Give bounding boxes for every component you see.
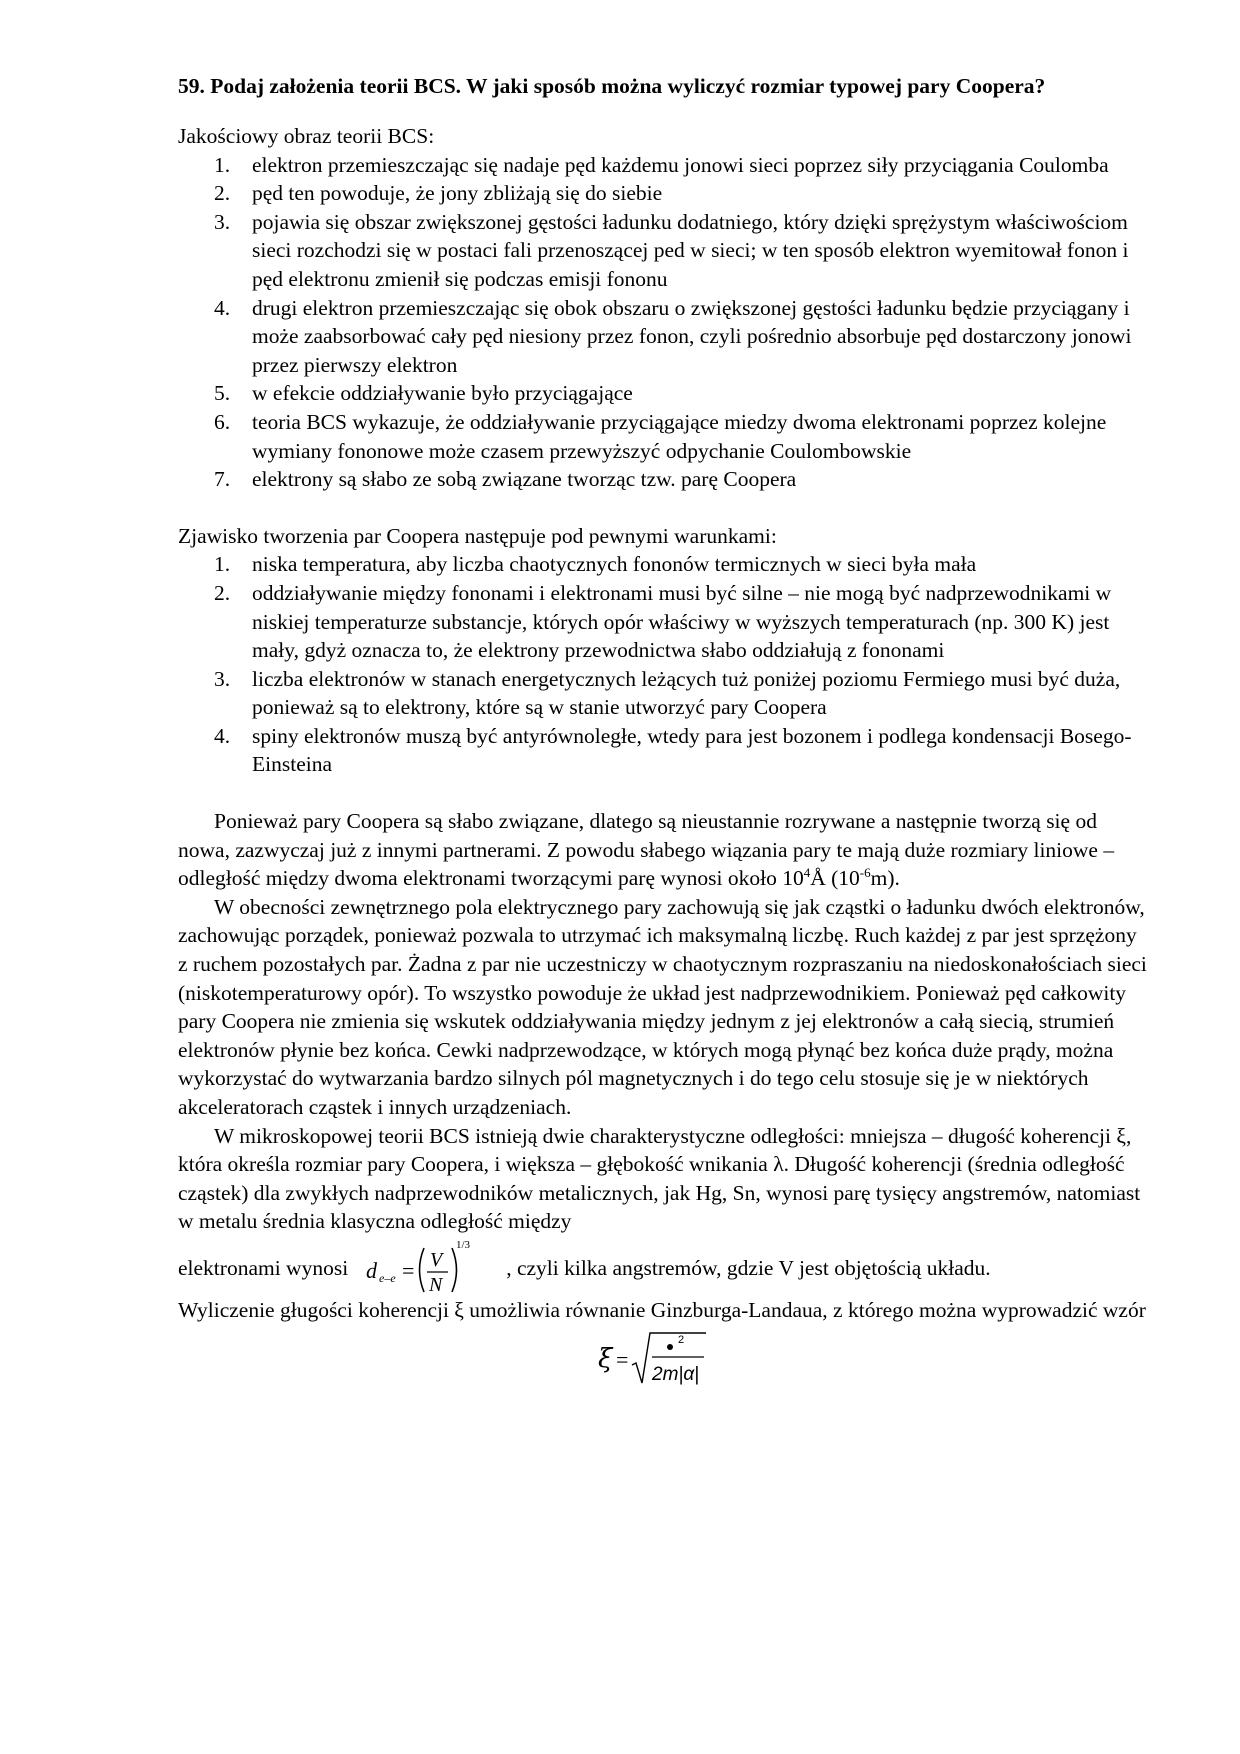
list-item bbox=[178, 722, 1150, 779]
list-item bbox=[178, 179, 1150, 208]
paragraph-pair-size bbox=[178, 807, 1150, 893]
list-item bbox=[178, 151, 1150, 180]
section2-intro: Zjawisko tworzenia par Coopera następuje pod pewnymi warunkami: bbox=[178, 523, 777, 548]
paragraph-coherence-length: W mikroskopowej teorii BCS istnieją dwie charakterystyczne odległości: mniejsza – długość koherencji ξ, która określa rozmiar pary Coopera, i większa – głębokość wnikania λ. Długość koherencji (średnia odległość cząstek) dla zwykłych nadprzewodników metalicznych, jak Hg, Sn, wynosi parę tysięcy angstremów, natomiast w metalu średnia klasyczna odległość między bbox=[178, 1123, 1141, 1234]
list-item-text: elektrony są słabo ze sobą związane tworząc tzw. parę Coopera bbox=[252, 467, 797, 492]
list-number: 6. bbox=[214, 409, 231, 434]
list-number: 7. bbox=[214, 467, 231, 492]
list-item bbox=[178, 665, 1150, 722]
list-item bbox=[178, 579, 1150, 665]
list-item bbox=[178, 550, 1150, 579]
list-item-text: spiny elektronów muszą być antyrównoległe, wtedy para jest bozonem i podlega kondensacji Bosego-Einsteina bbox=[252, 723, 1132, 777]
spacer bbox=[178, 494, 1150, 522]
paragraph-ginzburg-landau: Wyliczenie gługości koherencji ξ umożliwia równanie Ginzburga-Landaua, z którego można wyprowadzić wzór bbox=[178, 1297, 1146, 1322]
paragraph-text: m). bbox=[870, 866, 900, 891]
formula-line-after: , czyli kilka angstremów, gdzie V jest objętością układu. bbox=[506, 1255, 991, 1280]
list-number: 2. bbox=[214, 181, 231, 206]
list-item-text: liczba elektronów w stanach energetycznych leżących tuż poniżej poziomu Fermiego musi być duża, ponieważ są to elektrony, które są w stanie utworzyć pary Coopera bbox=[252, 666, 1121, 720]
distance-formula-graphic bbox=[352, 1234, 504, 1300]
cooper-pair-conditions-list bbox=[178, 550, 1150, 779]
formula-denominator: N bbox=[429, 1274, 443, 1297]
list-item-text: w efekcie oddziaływanie było przyciągające bbox=[252, 381, 633, 406]
list-item bbox=[178, 379, 1150, 408]
numerator-dot bbox=[667, 1344, 673, 1350]
formula-equals: = bbox=[402, 1258, 415, 1284]
paragraph-electric-field: W obecności zewnętrznego pola elektrycznego pary zachowują się jak cząstki o ładunku dwóch elektronów, zachowując porządek, ponieważ pozwala to utrzymać ich maksymalną liczbę. Ruch każdej z par jest sprzężony z ruchem pozostałych par. Żadna z par nie uczestniczy w chaotycznym rozpraszaniu na niedoskonałościach sieci (niskotemperaturowy opór). To wszystko powoduje że układ jest nadprzewodnikiem. Ponieważ pęd całkowity pary Coopera nie zmienia się wskutek oddziaływania między jednym z jej elektronów a całą siecią, strumień elektronów płynie bez końca. Cewki nadprzewodzące, w których mogą płynąć bez końca duże prądy, można wykorzystać do wytwarzania bardzo silnych pól magnetycznych i do tego celu stosuje się je w niektórych akceleratorach cząstek i innych urządzeniach. bbox=[178, 894, 1147, 1119]
exponent: -6 bbox=[859, 865, 871, 881]
list-item-text: drugi elektron przemieszczając się obok obszaru o zwiększonej gęstości ładunku będzie przyciągany i może zaabsorbować cały pęd niesiony przez fonon, czyli pośrednio absorbuje pęd dostarczony jonowi przez pierwszy elektron bbox=[252, 295, 1132, 377]
formula-lhs: d bbox=[366, 1258, 378, 1284]
list-item-text: pęd ten powoduje, że jony zbliżają się do siebie bbox=[252, 181, 663, 206]
formula-line bbox=[178, 1240, 1150, 1296]
numerator-exponent: 2 bbox=[678, 1333, 685, 1346]
list-number: 3. bbox=[214, 209, 231, 234]
list-number: 4. bbox=[214, 723, 231, 748]
list-number: 1. bbox=[214, 152, 231, 177]
list-number: 4. bbox=[214, 295, 231, 320]
formula-subscript: e–e bbox=[379, 1271, 396, 1286]
formula-numerator: V bbox=[430, 1249, 443, 1272]
list-item bbox=[178, 465, 1150, 494]
list-number: 1. bbox=[214, 552, 231, 577]
list-item-text: oddziaływanie między fononami i elektronami musi być silne – nie mogą być nadprzewodnikami w niskiej temperaturze substancje, których opór właściwy w wyższych temperaturach (np. 300 K) jest mały, gdyż oznacza to, że elektrony przewodnictwa słabo oddziałują z fononami bbox=[252, 580, 1112, 663]
list-item bbox=[178, 294, 1150, 380]
xi-symbol: ξ bbox=[598, 1343, 613, 1374]
bcs-assumptions-list bbox=[178, 151, 1150, 494]
document-page bbox=[178, 72, 1150, 1395]
list-item bbox=[178, 408, 1150, 465]
paragraph-text: Ponieważ pary Coopera są słabo związane, dlatego są nieustannie rozrywane a następnie tworzą się od nowa, zazwyczaj już z innymi partnerami. Z powodu słabego wiązania pary te mają duże rozmiary liniowe – odległość między dwoma elektronami tworzącymi parę wynosi około 10 bbox=[178, 809, 1115, 891]
list-number: 2. bbox=[214, 580, 231, 605]
formula-denominator: 2m|α| bbox=[652, 1363, 700, 1385]
list-item bbox=[178, 208, 1150, 294]
xi-formula-block bbox=[178, 1325, 1150, 1395]
spacer bbox=[178, 779, 1150, 807]
question-heading: 59. Podaj założenia teorii BCS. W jaki sposób można wyliczyć rozmiar typowej pary Coopera? bbox=[178, 74, 1046, 98]
formula-line-before: elektronami wynosi bbox=[178, 1255, 349, 1280]
list-item-text: elektron przemieszczając się nadaje pęd każdemu jonowi sieci poprzez siły przyciągania Coulomba bbox=[252, 152, 1109, 177]
coherence-length-formula bbox=[596, 1325, 736, 1389]
list-item-text: teoria BCS wykazuje, że oddziaływanie przyciągające miedzy dwoma elektronami poprzez kolejne wymiany fononowe może czasem przewyższyć odpychanie Coulombowskie bbox=[252, 409, 1107, 463]
list-number: 3. bbox=[214, 666, 231, 691]
list-item-text: niska temperatura, aby liczba chaotycznych fononów termicznych w sieci była mała bbox=[252, 552, 977, 577]
distance-formula bbox=[352, 1239, 504, 1297]
paragraph-text: Å (10 bbox=[810, 866, 860, 891]
formula-equals: = bbox=[616, 1346, 629, 1372]
exponent: 4 bbox=[803, 865, 811, 881]
list-item-text: pojawia się obszar zwiększonej gęstości ładunku dodatniego, który dzięki sprężystym właściwościom sieci rozchodzi się w postaci fali przenoszącej ped w sieci; w ten sposób elektron wyemitował fonon i pęd elektronu zmienił się podczas emisji fononu bbox=[252, 209, 1129, 291]
list-number: 5. bbox=[214, 381, 231, 406]
formula-exponent: 1/3 bbox=[456, 1239, 471, 1252]
left-paren bbox=[420, 1248, 425, 1292]
right-paren bbox=[452, 1248, 457, 1292]
section1-intro: Jakościowy obraz teorii BCS: bbox=[178, 124, 435, 148]
